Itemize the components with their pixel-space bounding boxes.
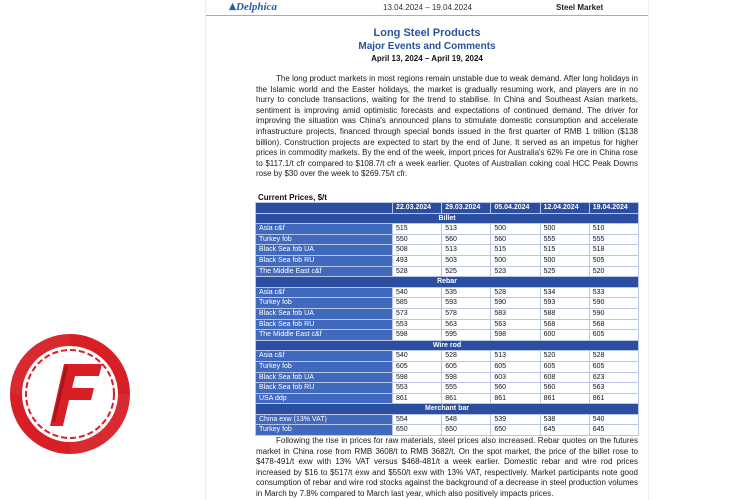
price-cell: 515 — [491, 245, 540, 256]
price-cell: 590 — [589, 308, 638, 319]
price-cell: 608 — [540, 372, 589, 383]
price-cell: 505 — [589, 255, 638, 266]
report-period: April 13, 2024 – April 19, 2024 — [371, 54, 483, 63]
table-row — [256, 234, 639, 245]
row-label: Black Sea fob RU — [256, 319, 393, 330]
price-cell: 553 — [393, 319, 442, 330]
price-cell: 568 — [589, 319, 638, 330]
table-row — [256, 266, 639, 277]
table-row — [256, 224, 639, 235]
row-label: Black Sea fob RU — [256, 383, 393, 394]
price-cell: 493 — [393, 255, 442, 266]
price-cell: 590 — [491, 298, 540, 309]
table-row — [256, 361, 639, 372]
price-cell: 600 — [540, 330, 589, 341]
intro-paragraph: The long product markets in most regions remain unstable due to weak demand. After long holidays in the Islamic world and the Easter holidays, the market is gradually resuming work, and players are in no hurry to conclude transactions, waiting for the trend to stabilise. In China and Southeast Asian markets, sentiment is improving amid optimistic forecasts and expectations of continued demand. The driver for improving the situation was China's announced plans to stimulate domestic consumption and accelerate infrastructure projects, financed through special bonds issued in the first quarter of RMB 1 trillion ($138 billion). Construction projects are expected to start by the end of June. It served as an impetus for higher prices in commodity markets. By the end of the week, import prices for Australia's 62% Fe ore in China rose to $117.1/t cfr compared to $108.7/t cfr a week earlier. Quotes of Australian coking coal HCC Peak Downs rose by $30 over the week to $269.75/t cfr. — [256, 74, 638, 179]
table-row — [256, 287, 639, 298]
price-cell: 605 — [442, 361, 491, 372]
table-row — [256, 255, 639, 266]
price-cell: 533 — [589, 287, 638, 298]
page-header — [206, 0, 648, 16]
price-cell: 593 — [442, 298, 491, 309]
section-title: Merchant bar — [256, 404, 639, 415]
table-row — [256, 245, 639, 256]
price-cell: 563 — [442, 319, 491, 330]
brand-name: Delphica — [236, 1, 277, 13]
table-row — [256, 372, 639, 383]
row-label: Turkey fob — [256, 425, 393, 436]
section-title: Rebar — [256, 277, 639, 288]
price-cell: 550 — [393, 234, 442, 245]
price-cell: 605 — [540, 361, 589, 372]
price-cell: 598 — [442, 372, 491, 383]
page-title: Long Steel Products — [373, 27, 481, 39]
price-cell: 510 — [589, 224, 638, 235]
price-cell: 539 — [491, 414, 540, 425]
price-cell: 540 — [393, 351, 442, 362]
price-cell: 513 — [442, 245, 491, 256]
page-subtitle: Major Events and Comments — [358, 41, 496, 52]
header-date: 19.04.2024 — [589, 203, 638, 214]
table-caption: Current Prices, $/t — [258, 193, 327, 202]
price-cell: 508 — [393, 245, 442, 256]
price-cell: 605 — [589, 361, 638, 372]
table-row — [256, 393, 639, 404]
row-label: Turkey fob — [256, 234, 393, 245]
header-date: 12.04.2024 — [540, 203, 589, 214]
table-row — [256, 351, 639, 362]
price-cell: 861 — [442, 393, 491, 404]
price-cell: 605 — [589, 330, 638, 341]
price-cell: 593 — [540, 298, 589, 309]
price-cell: 650 — [491, 425, 540, 436]
price-cell: 500 — [491, 224, 540, 235]
price-cell: 518 — [589, 245, 638, 256]
price-cell: 605 — [393, 361, 442, 372]
row-label: China exw (13% VAT) — [256, 414, 393, 425]
table-row — [256, 425, 639, 436]
price-cell: 520 — [540, 351, 589, 362]
price-cell: 588 — [540, 308, 589, 319]
price-cell: 525 — [540, 266, 589, 277]
price-cell: 528 — [589, 351, 638, 362]
price-cell: 503 — [442, 255, 491, 266]
price-cell: 548 — [442, 414, 491, 425]
section-row — [256, 277, 639, 288]
price-cell: 500 — [491, 255, 540, 266]
price-cell: 555 — [540, 234, 589, 245]
price-cell: 500 — [540, 255, 589, 266]
row-label: Black Sea fob UA — [256, 372, 393, 383]
price-cell: 598 — [491, 330, 540, 341]
header-date: 29.03.2024 — [442, 203, 491, 214]
table-row — [256, 383, 639, 394]
price-cell: 525 — [442, 266, 491, 277]
price-cell: 861 — [540, 393, 589, 404]
price-cell: 560 — [442, 234, 491, 245]
red-f-circle-logo — [6, 330, 134, 458]
price-cell: 540 — [589, 414, 638, 425]
row-label: Asia c&f — [256, 224, 393, 235]
price-cell: 585 — [393, 298, 442, 309]
price-cell: 535 — [442, 287, 491, 298]
price-cell: 555 — [442, 383, 491, 394]
price-cell: 623 — [589, 372, 638, 383]
header-date-range: 13.04.2024 – 19.04.2024 — [383, 3, 472, 12]
price-cell: 578 — [442, 308, 491, 319]
price-cell: 538 — [540, 414, 589, 425]
price-cell: 563 — [589, 383, 638, 394]
table-header-row — [256, 203, 639, 214]
price-cell: 528 — [442, 351, 491, 362]
row-label: Black Sea fob UA — [256, 308, 393, 319]
header-date: 05.04.2024 — [491, 203, 540, 214]
price-cell: 515 — [393, 224, 442, 235]
row-label: Turkey fob — [256, 361, 393, 372]
price-cell: 540 — [393, 287, 442, 298]
price-cell: 555 — [589, 234, 638, 245]
price-cell: 528 — [393, 266, 442, 277]
price-cell: 513 — [491, 351, 540, 362]
price-cell: 861 — [589, 393, 638, 404]
prices-table — [255, 202, 639, 436]
price-cell: 861 — [491, 393, 540, 404]
price-cell: 573 — [393, 308, 442, 319]
table-row — [256, 298, 639, 309]
price-cell: 500 — [540, 224, 589, 235]
row-label: Black Sea fob UA — [256, 245, 393, 256]
header-date: 22.03.2024 — [393, 203, 442, 214]
price-cell: 560 — [491, 234, 540, 245]
price-cell: 553 — [393, 383, 442, 394]
price-cell: 605 — [491, 361, 540, 372]
price-cell: 650 — [442, 425, 491, 436]
row-label: Asia c&f — [256, 351, 393, 362]
price-cell: 534 — [540, 287, 589, 298]
price-cell: 861 — [393, 393, 442, 404]
row-label: The Middle East c&f — [256, 330, 393, 341]
section-title: Billet — [256, 213, 639, 224]
price-cell: 595 — [442, 330, 491, 341]
price-cell: 528 — [491, 287, 540, 298]
section-row — [256, 213, 639, 224]
price-cell: 645 — [589, 425, 638, 436]
section-title: Wire rod — [256, 340, 639, 351]
price-cell: 520 — [589, 266, 638, 277]
price-cell: 645 — [540, 425, 589, 436]
price-cell: 523 — [491, 266, 540, 277]
row-label: USA ddp — [256, 393, 393, 404]
price-cell: 515 — [540, 245, 589, 256]
price-cell: 568 — [540, 319, 589, 330]
price-cell: 598 — [393, 372, 442, 383]
price-cell: 560 — [491, 383, 540, 394]
table-row — [256, 308, 639, 319]
table-row — [256, 330, 639, 341]
price-cell: 590 — [589, 298, 638, 309]
row-label: The Middle East c&f — [256, 266, 393, 277]
table-row — [256, 319, 639, 330]
price-cell: 554 — [393, 414, 442, 425]
price-cell: 603 — [491, 372, 540, 383]
outro-paragraph: Following the rise in prices for raw materials, steel prices also increased. Rebar quotes on the futures market in China rose from RMB 3608/t to RMB 3682/t. On the spot market, the price of the billet rose to $478-491/t exw with 13% VAT versus $468-481/t a week earlier. Domestic rebar and wire rod prices increased by $16 to $517/t exw and $550/t exw with 13% VAT, respectively. Market participants note good consumption of rebar and wire rod stocks against the background of a decrease in steel production volumes in March by 7.8% compared to March last year, which also positively impacts prices. — [256, 436, 638, 498]
row-label: Turkey fob — [256, 298, 393, 309]
row-label: Black Sea fob RU — [256, 255, 393, 266]
row-label: Asia c&f — [256, 287, 393, 298]
price-cell: 650 — [393, 425, 442, 436]
price-cell: 513 — [442, 224, 491, 235]
price-cell: 563 — [491, 319, 540, 330]
document-page — [205, 0, 649, 500]
table-row — [256, 414, 639, 425]
price-cell: 598 — [393, 330, 442, 341]
section-row — [256, 340, 639, 351]
price-cell: 560 — [540, 383, 589, 394]
header-section: Steel Market — [556, 3, 604, 12]
price-cell: 583 — [491, 308, 540, 319]
section-row — [256, 404, 639, 415]
header-corner — [256, 203, 393, 214]
